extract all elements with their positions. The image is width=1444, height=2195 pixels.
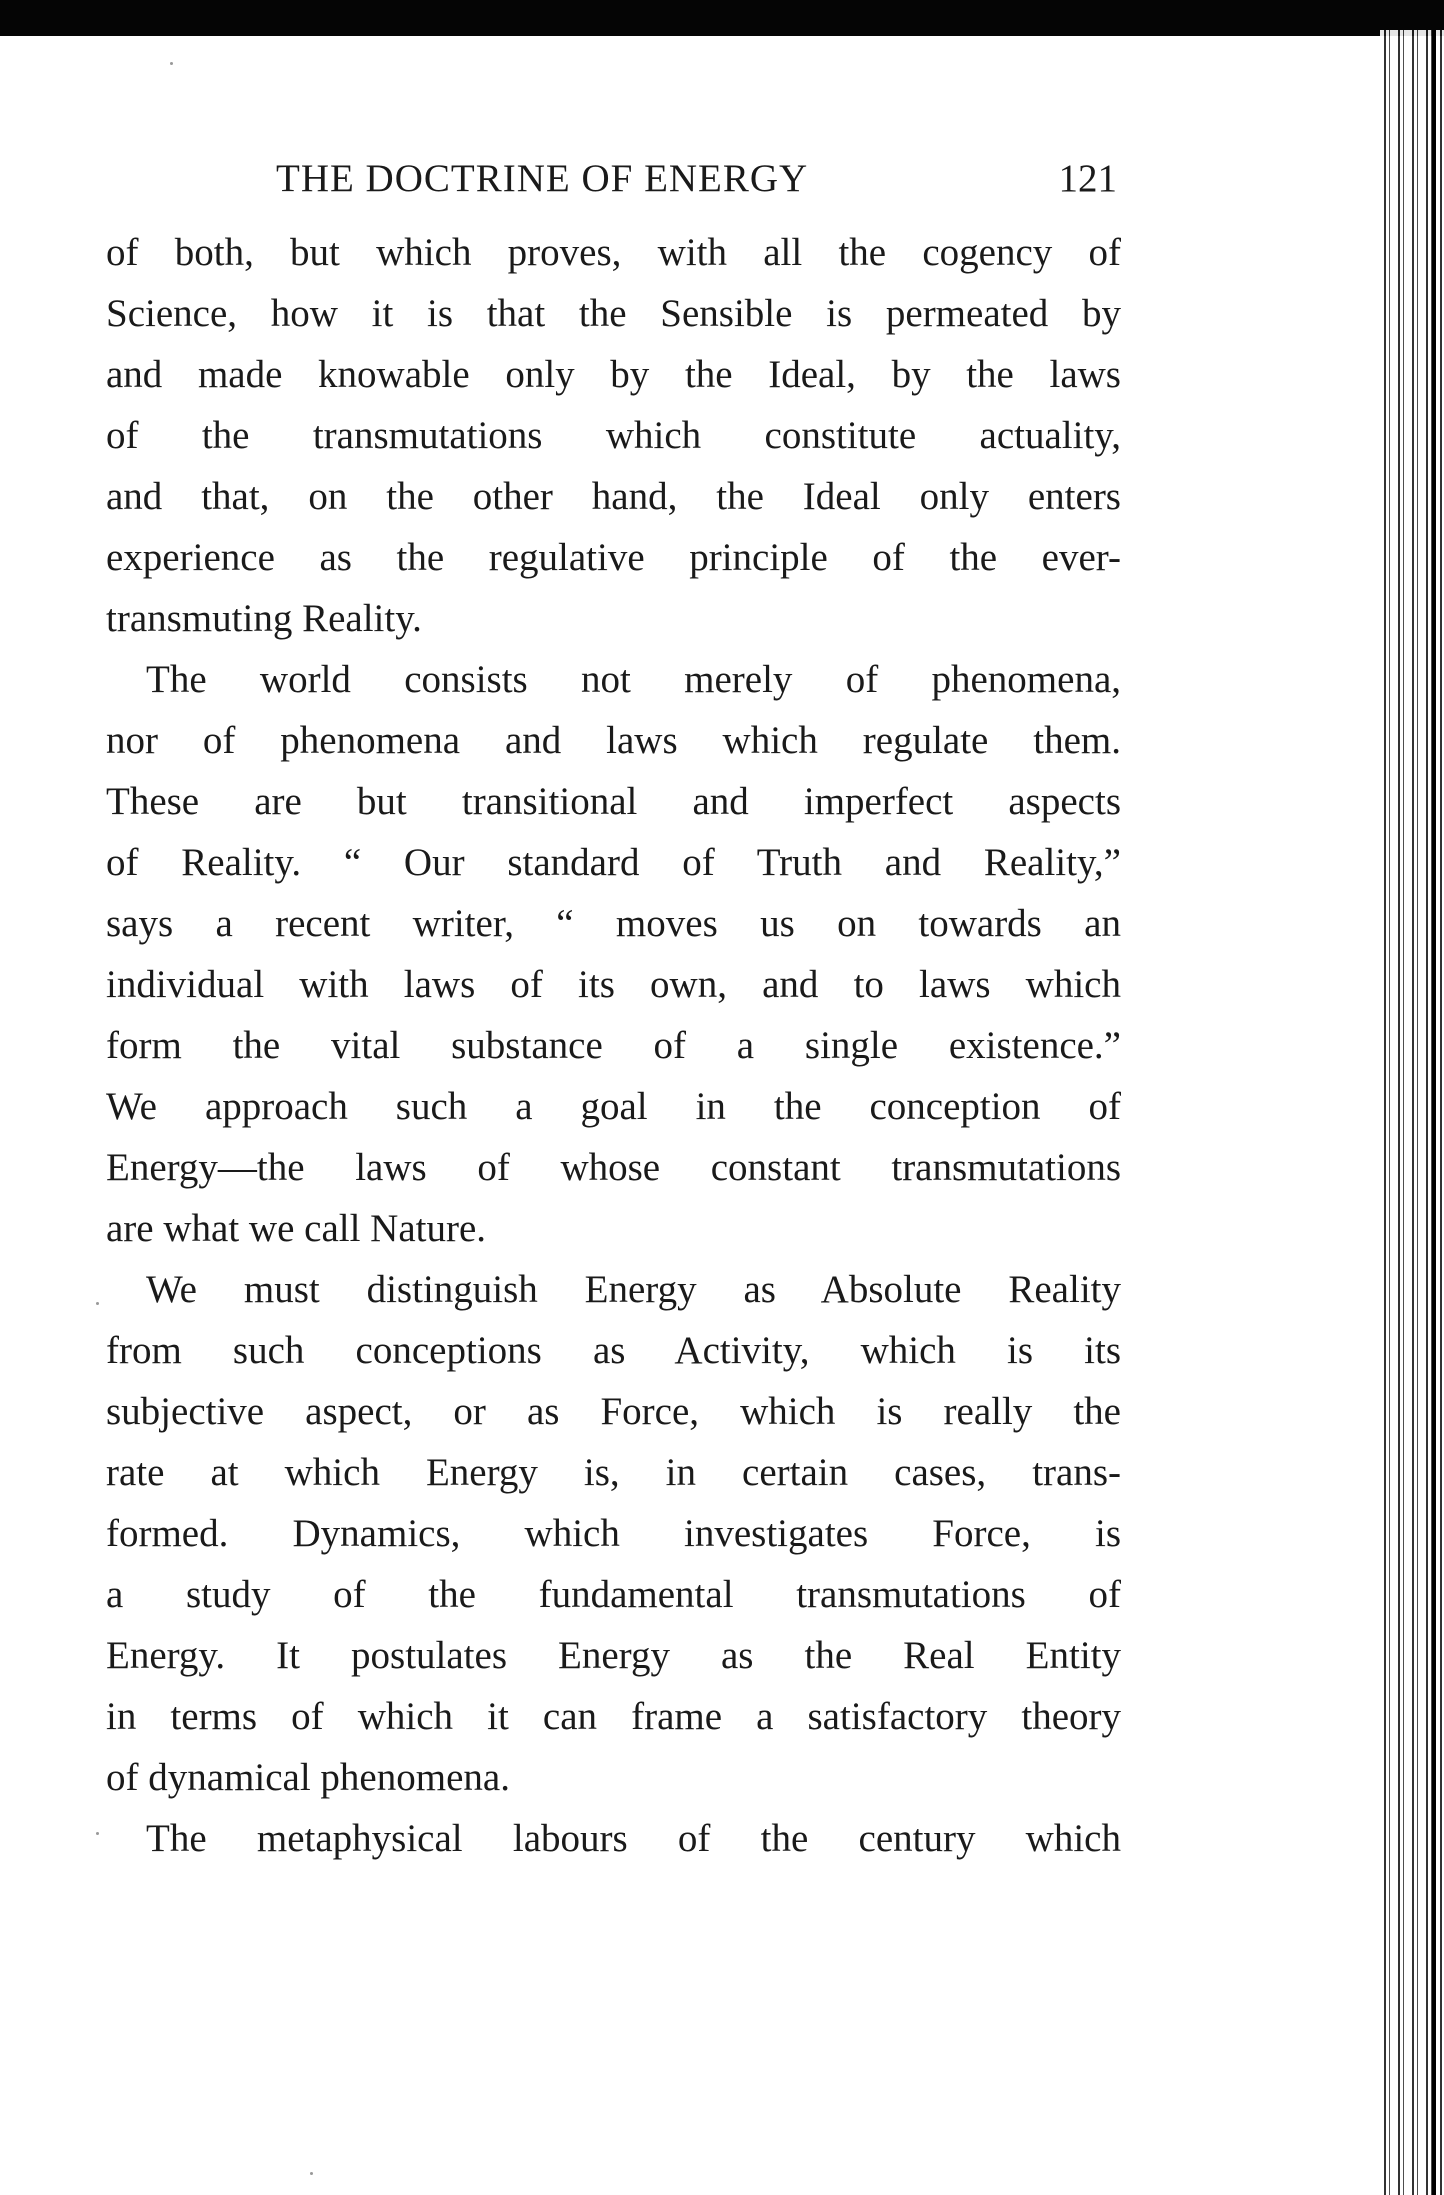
text-line: Energy. It postulates Energy as the Real Entity (106, 1634, 1121, 1677)
text-line: individual with laws of its own, and to laws which (106, 963, 1121, 1006)
page-edge-line (1432, 30, 1436, 2195)
scan-speck (96, 1302, 99, 1305)
text-line: and that, on the other hand, the Ideal only enters (106, 475, 1121, 518)
text-line: These are but transitional and imperfect aspects (106, 780, 1121, 823)
text-line: nor of phenomena and laws which regulate them. (106, 719, 1121, 762)
text-line: The world consists not merely of phenomena, (146, 658, 1121, 701)
text-line: of Reality. “ Our standard of Truth and Reality,” (106, 841, 1121, 884)
paragraph-2 (106, 649, 1121, 1259)
text-line: We must distinguish Energy as Absolute Reality (146, 1268, 1121, 1311)
text-line: of dynamical phenomena. (106, 1756, 510, 1799)
paragraph-4 (106, 1808, 1121, 1869)
text-line: in terms of which it can frame a satisfactory theory (106, 1695, 1121, 1738)
running-head (106, 150, 1121, 222)
text-line: says a recent writer, “ moves us on towards an (106, 902, 1121, 945)
page-number: 121 (1058, 157, 1117, 200)
scan-speck (96, 1832, 99, 1835)
text-line: of the transmutations which constitute actuality, (106, 414, 1121, 457)
text-line: Science, how it is that the Sensible is permeated by (106, 292, 1121, 335)
text-line: form the vital substance of a single existence.” (106, 1024, 1121, 1067)
text-line: are what we call Nature. (106, 1207, 487, 1250)
text-line: transmuting Reality. (106, 597, 422, 640)
running-head-title: THE DOCTRINE OF ENERGY (276, 157, 809, 200)
book-page (106, 150, 1121, 1869)
paragraph-3 (106, 1259, 1121, 1808)
text-line: The metaphysical labours of the century which (146, 1817, 1121, 1860)
text-line: experience as the regulative principle of the ever- (106, 536, 1121, 579)
text-line: a study of the fundamental transmutations of (106, 1573, 1121, 1616)
text-line: rate at which Energy is, in certain cases, trans- (106, 1451, 1121, 1494)
text-line: of both, but which proves, with all the cogency of (106, 231, 1121, 274)
text-line: We approach such a goal in the conception of (106, 1085, 1121, 1128)
body-text (106, 222, 1121, 1869)
scan-speck (310, 2172, 313, 2175)
paragraph-1 (106, 222, 1121, 649)
scan-top-border (0, 0, 1444, 36)
scan-speck (170, 62, 173, 65)
text-line: and made knowable only by the Ideal, by the laws (106, 353, 1121, 396)
text-line: formed. Dynamics, which investigates Force, is (106, 1512, 1121, 1555)
text-line: from such conceptions as Activity, which is its (106, 1329, 1121, 1372)
text-line: Energy—the laws of whose constant transmutations (106, 1146, 1121, 1189)
text-line: subjective aspect, or as Force, which is really the (106, 1390, 1121, 1433)
